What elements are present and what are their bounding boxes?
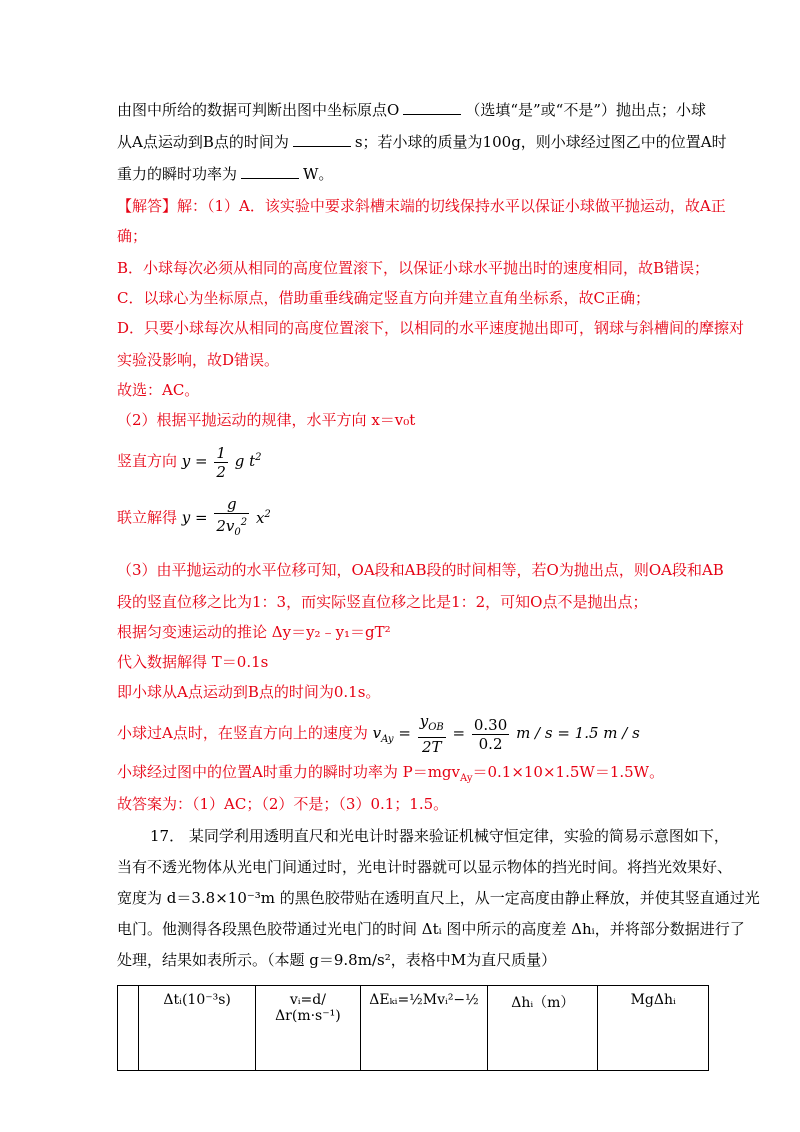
answer-line-1 bbox=[117, 196, 726, 216]
fraction: $\frac{0.30}{0.2}$ bbox=[473, 715, 508, 753]
fraction: $\frac{g}{2v_0^2}$ bbox=[216, 495, 248, 538]
q17-line-1: 17． 某同学利用透明直尺和光电计时器来验证机械守恒定律，实验的简易示意图如下， bbox=[150, 827, 729, 845]
text: 重力的瞬时功率为 bbox=[117, 165, 238, 183]
fraction: $\frac{1}{2}$ bbox=[216, 443, 226, 481]
blank-field[interactable] bbox=[241, 164, 299, 179]
text: s；若小球的质量为100g，则小球经过图乙中的位置A时 bbox=[354, 133, 727, 151]
table-cell: vᵢ=d/Δr(m·s⁻¹) bbox=[256, 986, 361, 1071]
answer-line-7: 故选：AC。 bbox=[117, 381, 200, 399]
answer-line-15: 即小球从A点运动到B点的时间为0.1s。 bbox=[117, 683, 381, 701]
formula: m / s = 1.5 m / s bbox=[516, 724, 640, 742]
answer-line-14: 代入数据解得 T＝0.1s bbox=[117, 653, 269, 671]
text: 从A点运动到B点的时间为 bbox=[117, 133, 289, 151]
answer-line-9 bbox=[117, 440, 262, 481]
text: ＝0.1×10×1.5W＝1.5W。 bbox=[472, 763, 665, 781]
text: 竖直方向 bbox=[117, 452, 178, 470]
table-cell bbox=[118, 986, 139, 1071]
answer-tag: 【解答】 bbox=[117, 197, 178, 215]
answer-line-6: 实验没影响，故D错误。 bbox=[117, 351, 280, 369]
blank-field[interactable] bbox=[293, 132, 351, 147]
answer-line-18: 故答案为：（1）AC；（2）不是；（3）0.1；1.5。 bbox=[117, 795, 449, 813]
formula: g $t^2$ bbox=[234, 452, 262, 470]
q17-line-3: 宽度为 d＝3.8×10⁻³m 的黑色胶带贴在透明直尺上，从一定高度由静止释放，并使其竖直通过光 bbox=[117, 889, 760, 907]
formula: $v_{Ay}$ = bbox=[372, 724, 411, 745]
table-cell: MgΔhᵢ bbox=[598, 986, 709, 1071]
formula: y = bbox=[181, 508, 208, 527]
answer-line-11: （3）由平抛运动的水平位移可知，OA段和AB段的时间相等，若O为抛出点，则OA段和AB bbox=[117, 561, 724, 579]
question-line-1 bbox=[117, 100, 706, 120]
answer-line-2: 确； bbox=[117, 227, 148, 245]
table-cell: Δhᵢ（m） bbox=[488, 986, 598, 1071]
blank-field[interactable] bbox=[403, 100, 461, 115]
question-line-2 bbox=[117, 132, 727, 152]
formula: $x^2$ bbox=[255, 508, 271, 527]
formula: = bbox=[452, 724, 466, 742]
text: W。 bbox=[303, 165, 334, 183]
question-line-3 bbox=[117, 164, 333, 184]
text: 小球经过图中的位置A时重力的瞬时功率为 P＝mgv bbox=[117, 763, 460, 781]
text: 小球过A点时，在竖直方向上的速度为 bbox=[117, 724, 368, 742]
text: （选填“是”或“不是”）抛出点；小球 bbox=[465, 101, 706, 119]
answer-line-10 bbox=[117, 495, 271, 542]
answer-line-13: 根据匀变速运动的推论 Δy＝y₂﹣y₁＝gT² bbox=[117, 623, 391, 641]
answer-line-8: （2）根据平抛运动的规律，水平方向 x＝v₀t bbox=[117, 411, 416, 429]
answer-line-12: 段的竖直位移之比为1：3，而实际竖直位移之比是1：2，可知O点不是抛出点； bbox=[117, 593, 648, 611]
table-header-row bbox=[118, 986, 709, 1071]
q17-line-5: 处理，结果如表所示。（本题 g＝9.8m/s²，表格中M为直尺质量） bbox=[117, 951, 557, 969]
answer-line-3: B．小球每次必须从相同的高度位置滚下，以保证小球水平抛出时的速度相同，故B错误； bbox=[117, 259, 710, 277]
formula: y = bbox=[181, 452, 208, 470]
q17-line-2: 当有不透光物体从光电门间通过时，光电计时器就可以显示物体的挡光时间。将挡光效果好、 bbox=[117, 858, 733, 876]
answer-line-5: D．只要小球每次从相同的高度位置滚下，以相同的水平速度抛出即可，钢球与斜槽间的摩擦对 bbox=[117, 319, 745, 337]
answer-line-4: C．以球心为坐标原点，借助重垂线确定竖直方向并建立直角坐标系，故C正确； bbox=[117, 289, 650, 307]
text: 由图中所给的数据可判断出图中坐标原点O bbox=[117, 101, 400, 119]
text: 解：（1）A．该实验中要求斜槽末端的切线保持水平以保证小球做平抛运动，故A正 bbox=[177, 197, 726, 215]
answer-line-16 bbox=[117, 712, 640, 758]
fraction: $\frac{y_{OB}}{2T}$ bbox=[419, 712, 444, 756]
text: 联立解得 bbox=[117, 508, 178, 527]
data-table bbox=[117, 985, 709, 1071]
table-cell: Δtᵢ(10⁻³s) bbox=[139, 986, 256, 1071]
table-cell: ΔEₖᵢ=½Mvᵢ²−½ bbox=[360, 986, 488, 1071]
answer-line-17: 小球经过图中的位置A时重力的瞬时功率为 P＝mgv$_{Ay}$＝0.1×10×1.5W＝1.5W。 bbox=[117, 763, 665, 784]
q17-line-4: 电门。他测得各段黑色胶带通过光电门的时间 Δtᵢ 图中所示的高度差 Δhᵢ，并将部分数据进行了 bbox=[117, 920, 745, 938]
